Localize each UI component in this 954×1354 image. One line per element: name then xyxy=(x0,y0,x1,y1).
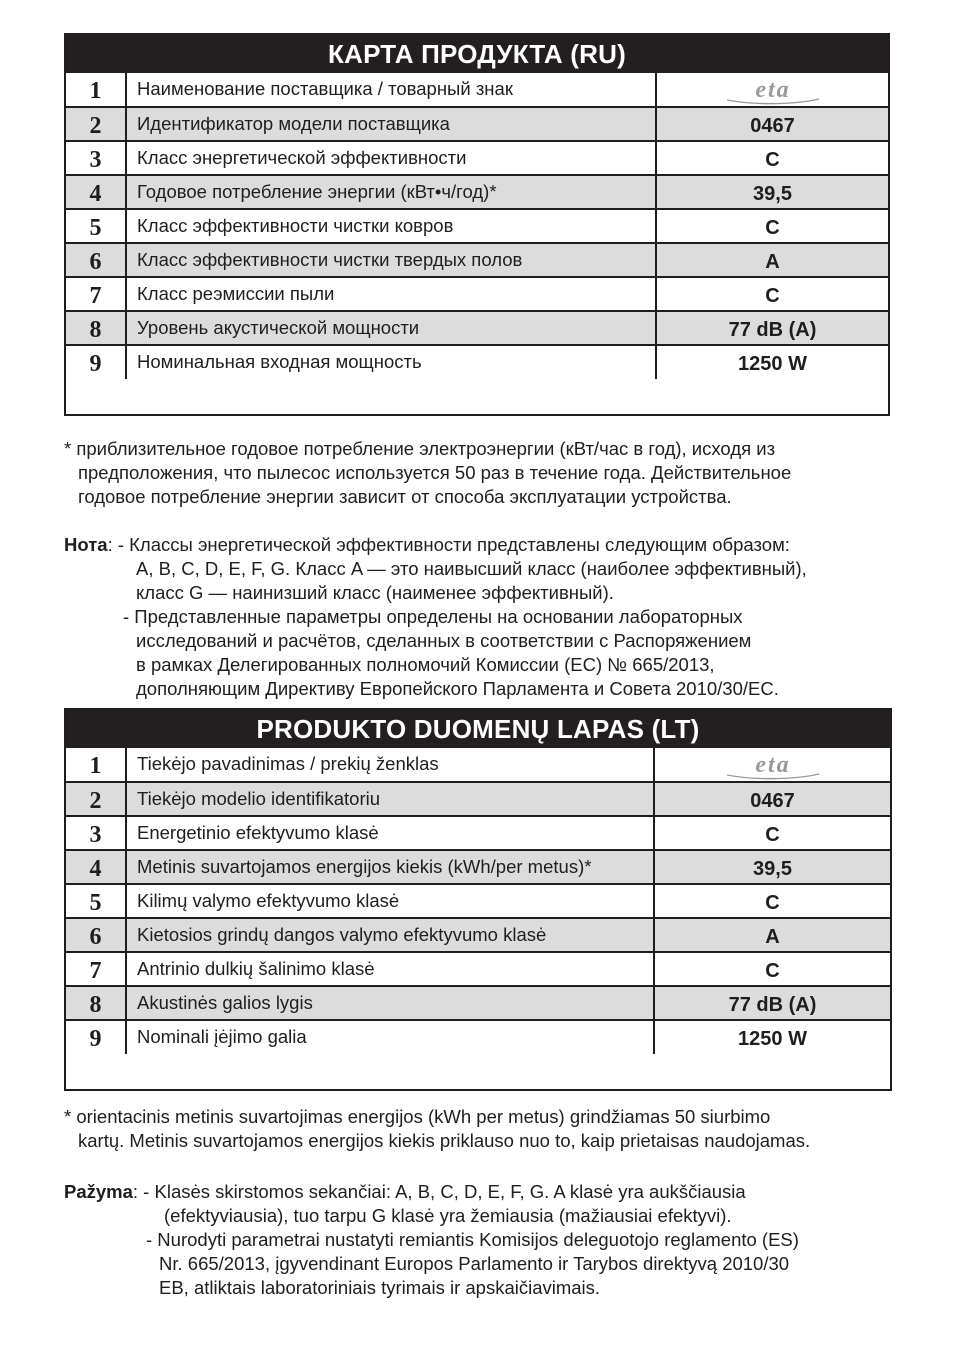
footnote-line: предположения, что пылесос используется 50 раз в течение года. Действительное xyxy=(78,462,792,483)
table-row xyxy=(66,311,888,345)
note-line: исследований и расчётов, сделанных в соответствии с Распоряжением xyxy=(136,630,752,651)
brand-logo-cell xyxy=(654,748,890,782)
note-line: (efektyviausia), tuo tarpu G klasė yra žemiausia (mažiausiai efektyvi). xyxy=(164,1205,732,1226)
table-row xyxy=(66,850,890,884)
row-label: Tiekėjo modelio identifikatoriu xyxy=(126,782,654,816)
note-line: Klasės skirstomos sekančiai: A, B, C, D, E, F, G. A klasė yra aukščiausia xyxy=(154,1181,746,1202)
table-row xyxy=(66,243,888,277)
lt-product-table xyxy=(66,748,890,1054)
row-number: 8 xyxy=(66,311,126,345)
row-label: Metinis suvartojamos energijos kiekis (kWh/per metus)* xyxy=(126,850,654,884)
ru-product-table xyxy=(66,73,888,379)
lt-footnote xyxy=(64,1105,810,1153)
row-value: C xyxy=(654,952,890,986)
row-number: 4 xyxy=(66,175,126,209)
note-first-line xyxy=(64,1180,799,1204)
row-number: 7 xyxy=(66,952,126,986)
row-value: 39,5 xyxy=(656,175,888,209)
table-row xyxy=(66,73,888,107)
table-row xyxy=(66,1020,890,1054)
table-row xyxy=(66,141,888,175)
note-line: дополняющим Директиву Европейского Парламента и Совета 2010/30/ЕС. xyxy=(136,678,779,699)
row-label: Класс энергетической эффективности xyxy=(126,141,656,175)
note-line: EB, atliktais laboratoriniais tyrimais ir apskaičiavimais. xyxy=(159,1277,601,1298)
row-value: 1250 W xyxy=(656,345,888,379)
table-row xyxy=(66,816,890,850)
note-line: класс G — наинизший класс (наименее эффективный). xyxy=(136,582,614,603)
row-value: C xyxy=(654,816,890,850)
row-number: 2 xyxy=(66,107,126,141)
row-number: 5 xyxy=(66,884,126,918)
row-value: C xyxy=(654,884,890,918)
row-value: 39,5 xyxy=(654,850,890,884)
table-row xyxy=(66,209,888,243)
eta-logo-text: eta xyxy=(754,77,791,103)
row-number: 5 xyxy=(66,209,126,243)
note-line: Nr. 665/2013, įgyvendinant Europos Parlamento ir Tarybos direktyvą 2010/30 xyxy=(159,1253,790,1274)
row-number: 1 xyxy=(66,73,126,107)
row-number: 9 xyxy=(66,1020,126,1054)
row-value: 0467 xyxy=(656,107,888,141)
table-row xyxy=(66,175,888,209)
row-label: Номинальная входная мощность xyxy=(126,345,656,379)
table-row xyxy=(66,918,890,952)
footnote-line: kartų. Metinis suvartojamos energijos kiekis priklauso nuo to, kaip prietaisas naudojamas. xyxy=(78,1130,811,1151)
table-row xyxy=(66,748,890,782)
row-label: Kietosios grindų dangos valymo efektyvumo klasė xyxy=(126,918,654,952)
row-label: Годовое потребление энергии (кВт•ч/год)* xyxy=(126,175,656,209)
table-row xyxy=(66,345,888,379)
note-line: A, B, C, D, E, F, G. Класс A — это наивысший класс (наиболее эффективный), xyxy=(136,558,807,579)
row-value: 1250 W xyxy=(654,1020,890,1054)
ru-note xyxy=(64,533,807,701)
note-label: Pažyma xyxy=(64,1181,133,1202)
row-label: Kilimų valymo efektyvumo klasė xyxy=(126,884,654,918)
note-line: - Nurodyti parametrai nustatyti remiantis Komisijos deleguotojo reglamento (ES) xyxy=(146,1229,799,1250)
row-number: 4 xyxy=(66,850,126,884)
row-number: 6 xyxy=(66,918,126,952)
row-label: Класс реэмиссии пыли xyxy=(126,277,656,311)
table-row xyxy=(66,986,890,1020)
row-label: Antrinio dulkių šalinimo klasė xyxy=(126,952,654,986)
row-value: C xyxy=(656,277,888,311)
row-label: Класс эффективности чистки ковров xyxy=(126,209,656,243)
note-separator: : - xyxy=(107,534,130,555)
row-number: 1 xyxy=(66,748,126,782)
row-number: 9 xyxy=(66,345,126,379)
row-number: 8 xyxy=(66,986,126,1020)
footnote-line: годовое потребление энергии зависит от способа эксплуатации устройства. xyxy=(78,486,732,507)
row-label: Уровень акустической мощности xyxy=(126,311,656,345)
row-value: A xyxy=(654,918,890,952)
table-row xyxy=(66,107,888,141)
row-value: A xyxy=(656,243,888,277)
note-separator: : - xyxy=(132,1181,155,1202)
note-line: в рамках Делегированных полномочий Комиссии (ЕС) № 665/2013, xyxy=(136,654,715,675)
row-value: 0467 xyxy=(654,782,890,816)
row-label: Класс эффективности чистки твердых полов xyxy=(126,243,656,277)
table-row xyxy=(66,782,890,816)
note-first-line xyxy=(64,533,807,557)
row-label: Идентификатор модели поставщика xyxy=(126,107,656,141)
table-row xyxy=(66,952,890,986)
row-number: 2 xyxy=(66,782,126,816)
row-number: 6 xyxy=(66,243,126,277)
row-value: 77 dB (A) xyxy=(654,986,890,1020)
note-label: Нота xyxy=(64,534,108,555)
row-value: 77 dB (A) xyxy=(656,311,888,345)
lt-card-title: PRODUKTO DUOMENŲ LAPAS (LT) xyxy=(66,710,890,748)
ru-card-title: КАРТА ПРОДУКТА (RU) xyxy=(66,35,888,73)
table-row xyxy=(66,277,888,311)
row-value: C xyxy=(656,141,888,175)
table-row xyxy=(66,884,890,918)
note-line: - Представленные параметры определены на основании лабораторных xyxy=(123,606,743,627)
footnote-line: * orientacinis metinis suvartojimas energijos (kWh per metus) grindžiamas 50 siurbimo xyxy=(64,1106,771,1127)
eta-logo xyxy=(723,753,823,781)
row-number: 3 xyxy=(66,816,126,850)
row-label: Наименование поставщика / товарный знак xyxy=(126,73,656,107)
row-label: Nominali įėjimo galia xyxy=(126,1020,654,1054)
eta-logo-text: eta xyxy=(754,752,791,778)
ru-footnote xyxy=(64,437,791,509)
row-value: C xyxy=(656,209,888,243)
eta-logo xyxy=(723,78,823,106)
footnote-line: * приблизительное годовое потребление электроэнергии (кВт/час в год), исходя из xyxy=(64,438,776,459)
lt-product-card xyxy=(64,708,892,1091)
row-number: 3 xyxy=(66,141,126,175)
row-label: Akustinės galios lygis xyxy=(126,986,654,1020)
ru-product-card xyxy=(64,33,890,416)
row-number: 7 xyxy=(66,277,126,311)
row-label: Energetinio efektyvumo klasė xyxy=(126,816,654,850)
brand-logo-cell xyxy=(656,73,888,107)
note-line: Классы энергетической эффективности представлены следующим образом: xyxy=(129,534,790,555)
lt-note xyxy=(64,1180,799,1300)
row-label: Tiekėjo pavadinimas / prekių ženklas xyxy=(126,748,654,782)
